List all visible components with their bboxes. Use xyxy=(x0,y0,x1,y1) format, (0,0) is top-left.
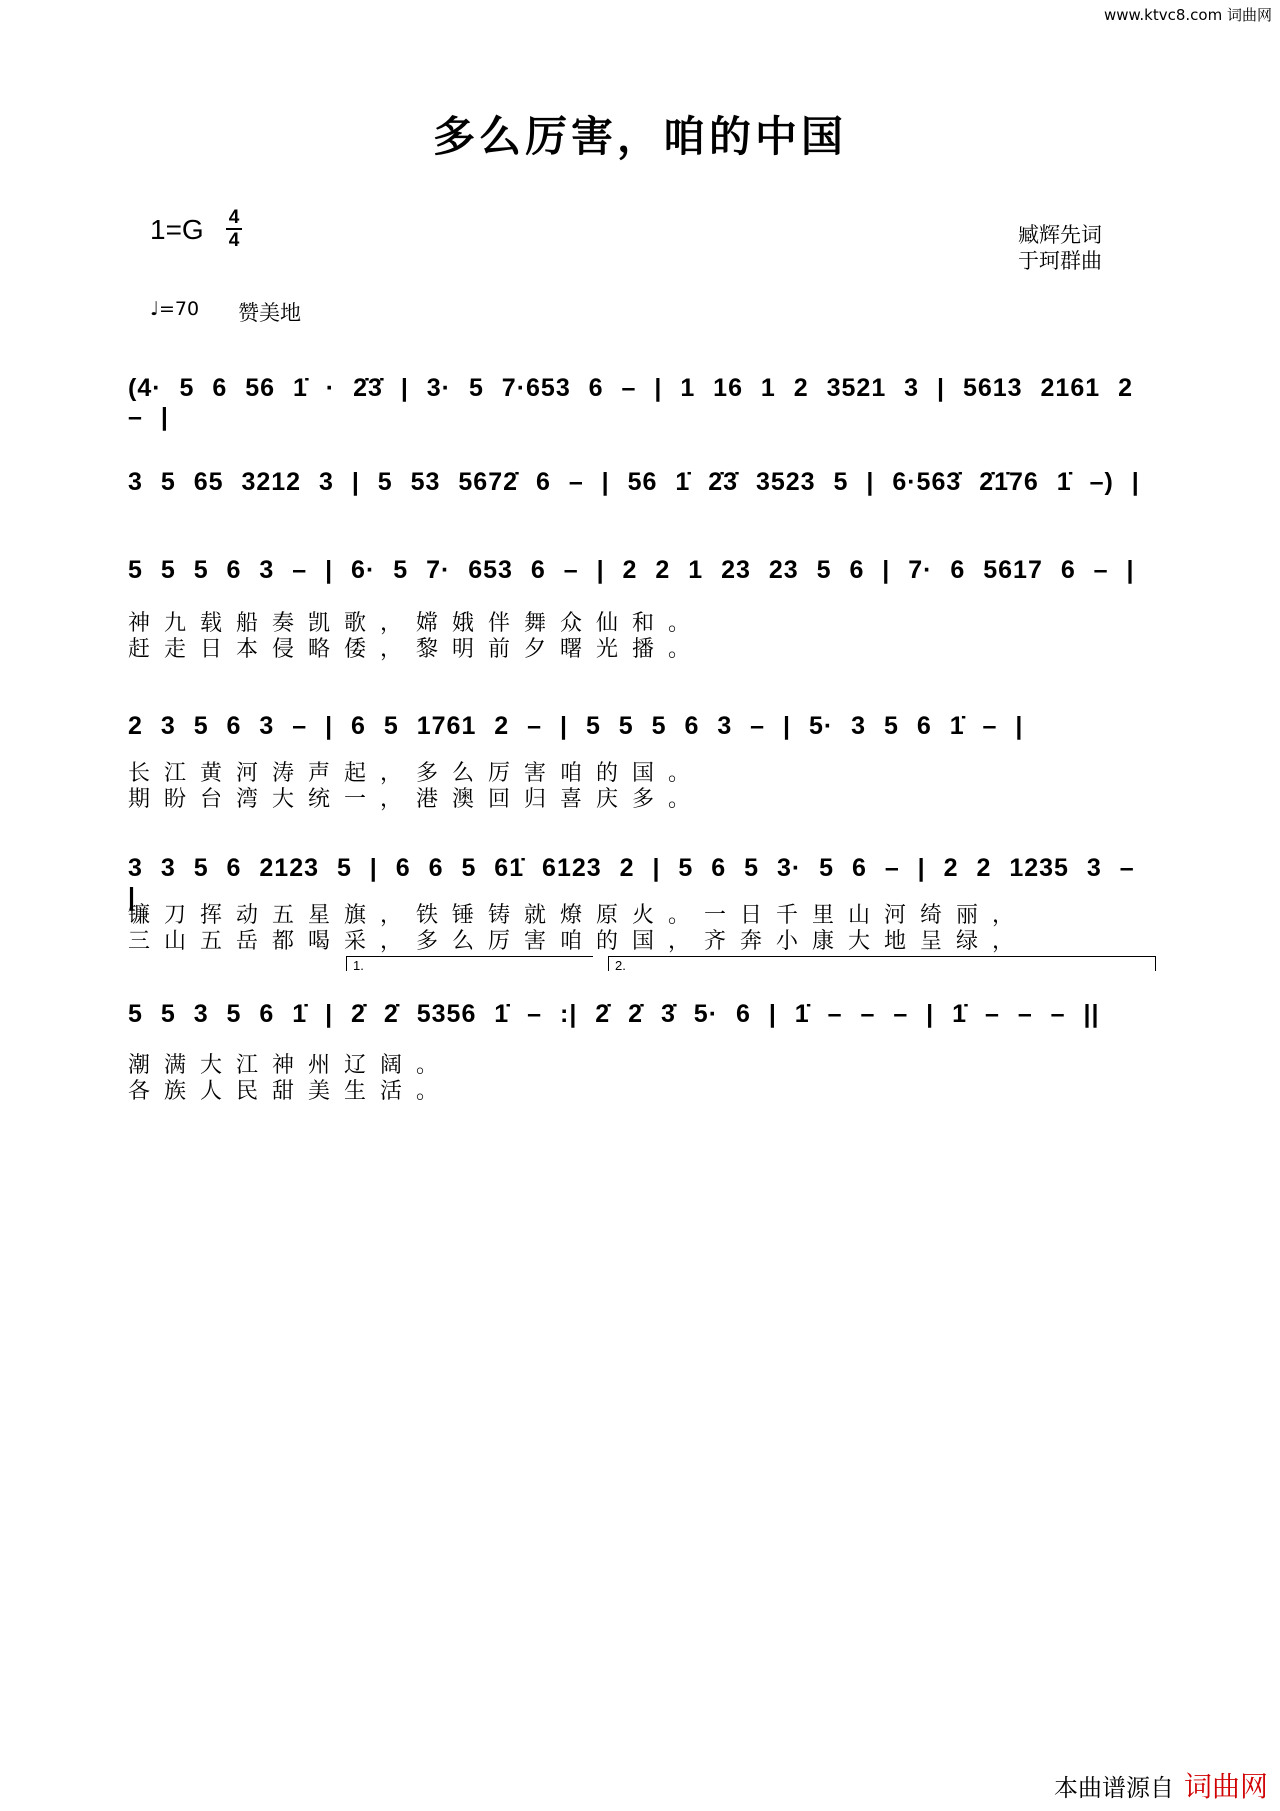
score-line-text: 5 5 5 6 3 – | 6· 5 7· 653 6 – | 2 2 1 23 23 5 6 | 7· 6 5617 6 – | xyxy=(128,556,1135,584)
score-line-2 xyxy=(128,468,1158,524)
song-title: 多么厉害，咱的中国 xyxy=(432,112,847,161)
verse-2-line-1: 长江黄河涛声起，多么厉害咱的国。 xyxy=(128,761,705,786)
verse-3-line-1: 镰刀挥动五星旗，铁锤铸就燎原火。一日千里山河绮丽， xyxy=(128,903,1029,928)
score-line-3 xyxy=(128,556,1158,612)
time-signature xyxy=(226,208,242,250)
volta-2: 2. xyxy=(608,956,1156,971)
score-line-text: 5 5 3 5 6 1̇ | 2̇ 2̇ 5356 1̇ – :| 2̇ 2̇ 3̇ 5· 6 | 1̇ – – – | 1̇ – – – || xyxy=(128,1000,1100,1028)
volta-1: 1. xyxy=(346,956,593,971)
composer: 于珂群曲 xyxy=(1018,249,1102,273)
verse-2-line-2: 期盼台湾大统一，港澳回归喜庆多。 xyxy=(128,787,705,812)
score-line-text: 3 5 65 3212 3 | 5 53 5672̇ 6 – | 56 1̇ 2̇3̇ 3523 5 | 6·563̇ 2̇1̇76 1̇ –) | xyxy=(128,468,1140,496)
score-line-text: 2 3 5 6 3 – | 6 5 1761 2 – | 5 5 5 6 3 – | 5· 3 5 6 1̇ – | xyxy=(128,712,1024,740)
key-signature: 1=G xyxy=(150,214,204,245)
score-line-1 xyxy=(128,374,1158,430)
tempo-marking: ♩=70 xyxy=(150,298,200,320)
lyricist: 臧辉先词 xyxy=(1018,223,1102,247)
footer-text: 本曲谱源自 xyxy=(1053,1774,1174,1802)
expression-marking: 赞美地 xyxy=(238,301,301,325)
credits xyxy=(1018,222,1102,274)
verse-1-line-1: 神九载船奏凯歌，嫦娥伴舞众仙和。 xyxy=(128,611,705,636)
footer-credit xyxy=(1054,1765,1268,1805)
footer-brand: 词曲网 xyxy=(1183,1770,1268,1803)
verse-4-line-1: 潮满大江神州辽阔。 xyxy=(128,1053,453,1078)
verse-4-line-2: 各族人民甜美生活。 xyxy=(128,1079,453,1104)
score-line-text: (4· 5 6 56 1̇ · 2̇3̇ | 3· 5 7·653 6 – | 1 16 1 2 3521 3 | 5613 2161 2 – | xyxy=(128,374,1133,431)
verse-3-line-2: 三山五岳都喝采，多么厉害咱的国，齐奔小康大地呈绿， xyxy=(128,929,1029,954)
score-line-text: 3 3 5 6 2123 5 | 6 6 5 61̇ 6123 2 | 5 6 5 3· 5 6 – | 2 2 1235 3 – | xyxy=(128,854,1135,911)
meter-bottom: 4 xyxy=(228,230,240,251)
watermark: www.ktvc8.com 词曲网 xyxy=(1103,6,1272,24)
verse-1-line-2: 赶走日本侵略倭，黎明前夕曙光播。 xyxy=(128,637,705,662)
meter-top: 4 xyxy=(228,207,240,228)
